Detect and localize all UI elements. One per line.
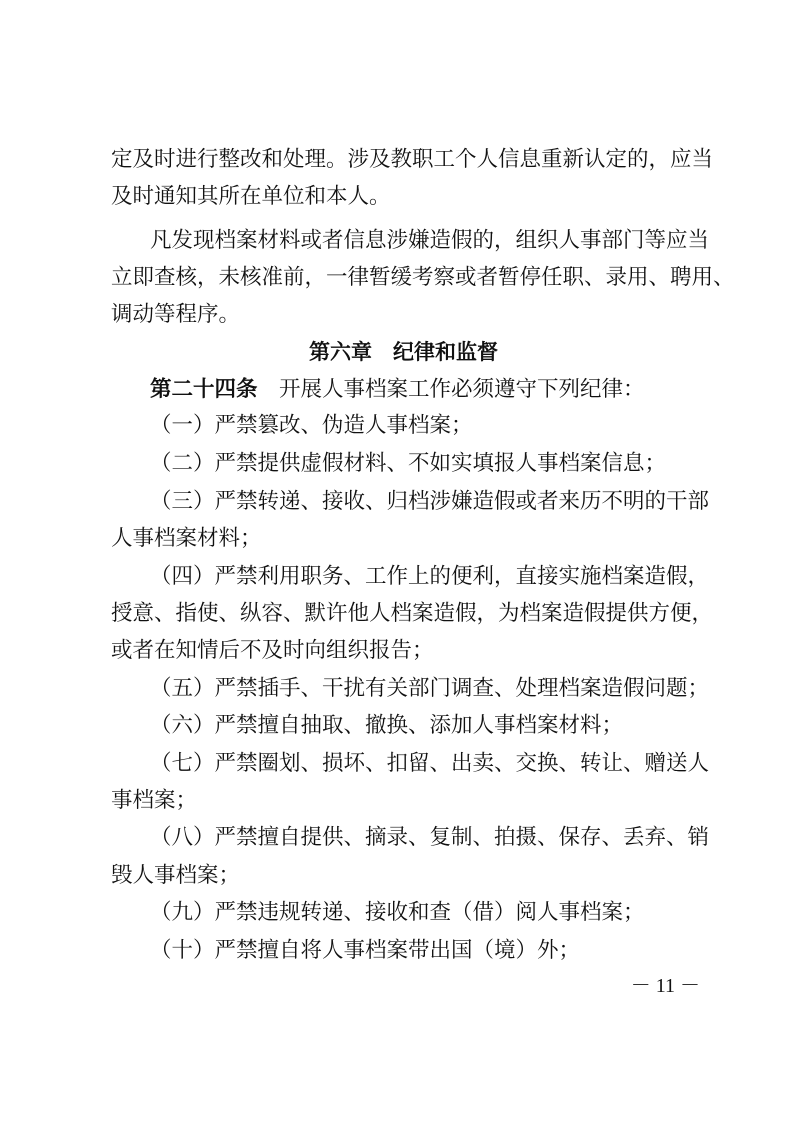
paragraph-line: 调动等程序。	[111, 302, 241, 327]
list-item-continuation: 授意、指使、纵容、默许他人档案造假，为档案造假提供方便，	[111, 601, 714, 626]
list-item-continuation: 事档案；	[111, 788, 198, 813]
list-item: （十）严禁擅自将人事档案带出国（境）外；	[150, 938, 581, 963]
list-item: （二）严禁提供虚假材料、不如实填报人事档案信息；	[150, 451, 667, 476]
list-item: （三）严禁转递、接收、归档涉嫌造假或者来历不明的干部	[150, 489, 710, 514]
list-item: （一）严禁篡改、伪造人事档案；	[150, 413, 473, 438]
paragraph-line: 凡发现档案材料或者信息涉嫌造假的，组织人事部门等应当	[150, 228, 710, 253]
article-text: 开展人事档案工作必须遵守下列纪律：	[257, 377, 645, 402]
article-label: 第二十四条	[150, 377, 258, 402]
list-item: （八）严禁擅自提供、摘录、复制、拍摄、保存、丢弃、销	[150, 825, 710, 850]
paragraph-line: 定及时进行整改和处理。涉及教职工个人信息重新认定的，应当	[111, 147, 714, 172]
page-number: － 11 －	[630, 975, 700, 997]
list-item-continuation: 或者在知情后不及时向组织报告；	[111, 638, 434, 663]
article-heading	[150, 376, 696, 404]
list-item: （七）严禁圈划、损坏、扣留、出卖、交换、转让、赠送人	[150, 751, 710, 776]
list-item: （五）严禁插手、干扰有关部门调查、处理档案造假问题；	[150, 676, 710, 701]
paragraph-line: 及时通知其所在单位和本人。	[111, 184, 391, 209]
list-item: （四）严禁利用职务、工作上的便利，直接实施档案造假，	[150, 564, 710, 589]
list-item-continuation: 人事档案材料；	[111, 526, 262, 551]
list-item: （九）严禁违规转递、接收和查（借）阅人事档案；	[150, 900, 645, 925]
paragraph-line: 立即查核，未核准前，一律暂缓考察或者暂停任职、录用、聘用、	[111, 265, 735, 290]
list-item-continuation: 毁人事档案；	[111, 863, 241, 888]
list-item: （六）严禁擅自抽取、撤换、添加人事档案材料；	[150, 713, 624, 738]
chapter-title: 第六章 纪律和监督	[309, 340, 498, 364]
